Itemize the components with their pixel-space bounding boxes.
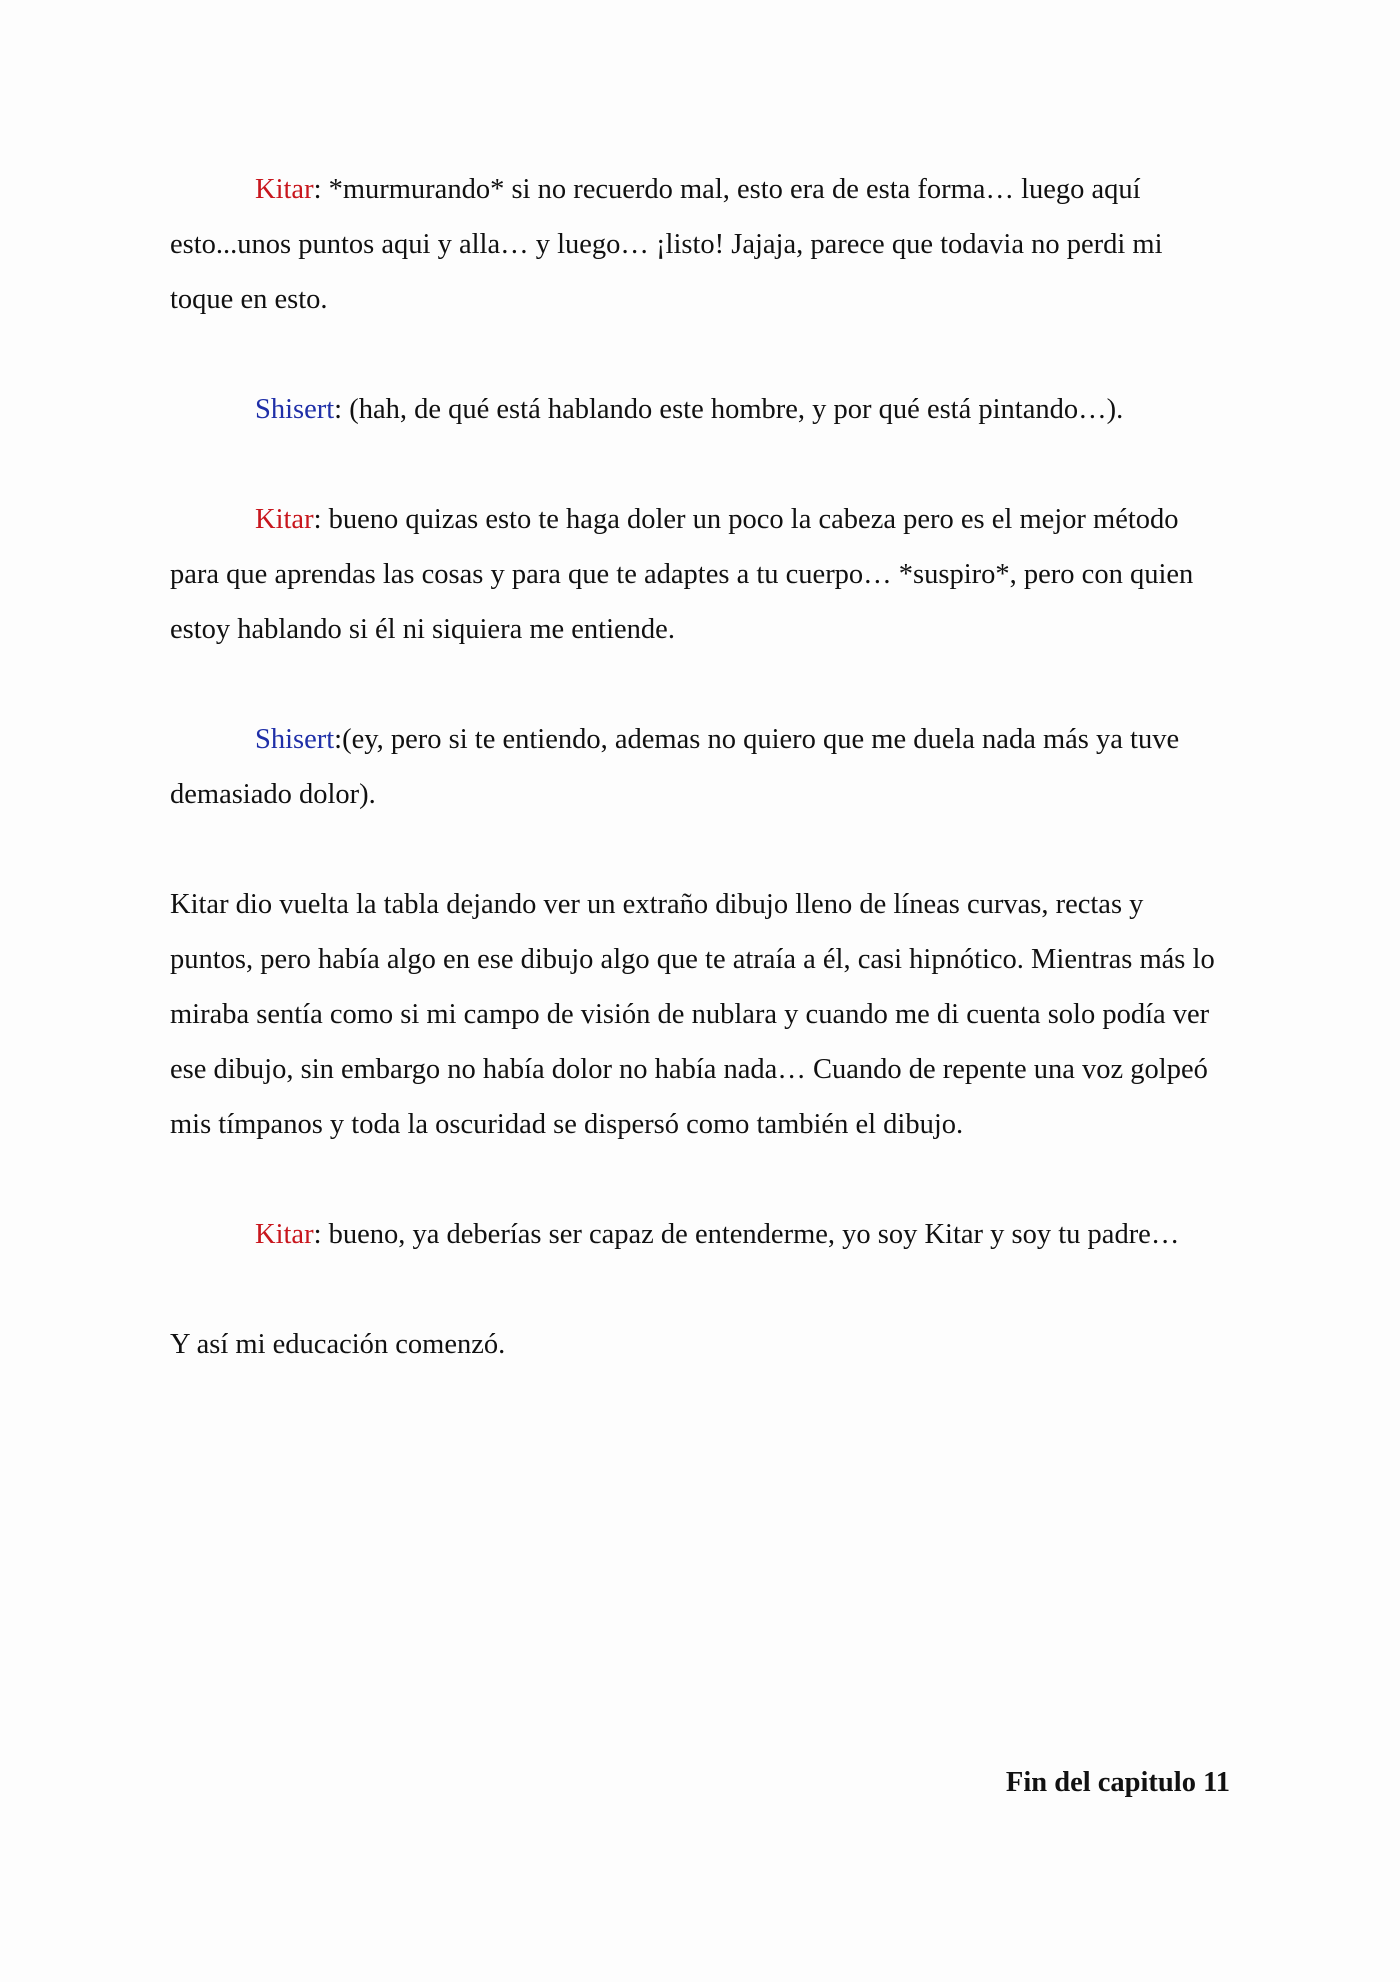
dialogue-paragraph <box>170 1207 1230 1262</box>
speaker-name: Shisert <box>255 394 335 425</box>
speaker-name: Kitar <box>255 174 314 205</box>
speaker-name: Shisert <box>255 724 335 755</box>
chapter-end-label: Fin del capitulo 11 <box>1005 1767 1230 1798</box>
speaker-name: Kitar <box>255 1219 314 1250</box>
dialogue-paragraph <box>170 162 1230 327</box>
narration-text: Y así mi educación comenzó. <box>170 1329 506 1360</box>
speaker-name: Kitar <box>255 504 314 535</box>
narration-paragraph <box>170 877 1230 1152</box>
dialogue-paragraph <box>170 712 1230 822</box>
dialogue-text: :(ey, pero si te entiendo, ademas no quiero que me duela nada más ya tuve demasiado dolor). <box>170 724 1180 810</box>
dialogue-text: : bueno quizas esto te haga doler un poco la cabeza pero es el mejor método para que aprendas las cosas y para que te adaptes a tu cuerpo… *suspiro*, pero con quien estoy hablando si él ni siquiera me entiende. <box>170 504 1194 645</box>
dialogue-paragraph <box>170 382 1230 437</box>
chapter-text <box>170 162 1230 1427</box>
dialogue-text: : *murmurando* si no recuerdo mal, esto era de esta forma… luego aquí esto...unos puntos aqui y alla… y luego… ¡listo! Jajaja, parece que todavia no perdi mi toque en esto. <box>170 174 1163 315</box>
dialogue-paragraph <box>170 492 1230 657</box>
dialogue-text: : (hah, de qué está hablando este hombre, y por qué está pintando…). <box>334 394 1124 425</box>
narration-paragraph <box>170 1317 1230 1372</box>
dialogue-text: : bueno, ya deberías ser capaz de entenderme, yo soy Kitar y soy tu padre… <box>313 1219 1180 1250</box>
narration-text: Kitar dio vuelta la tabla dejando ver un extraño dibujo lleno de líneas curvas, rectas y puntos, pero había algo en ese dibujo algo que te atraía a él, casi hipnótico. Mientras más lo miraba sentía como si mi campo de visión de nublara y cuando me di cuenta solo podía ver ese dibujo, sin embargo no había dolor no había nada… Cuando de repente una voz golpeó mis tímpanos y toda la oscuridad se dispersó como también el dibujo. <box>170 889 1215 1140</box>
